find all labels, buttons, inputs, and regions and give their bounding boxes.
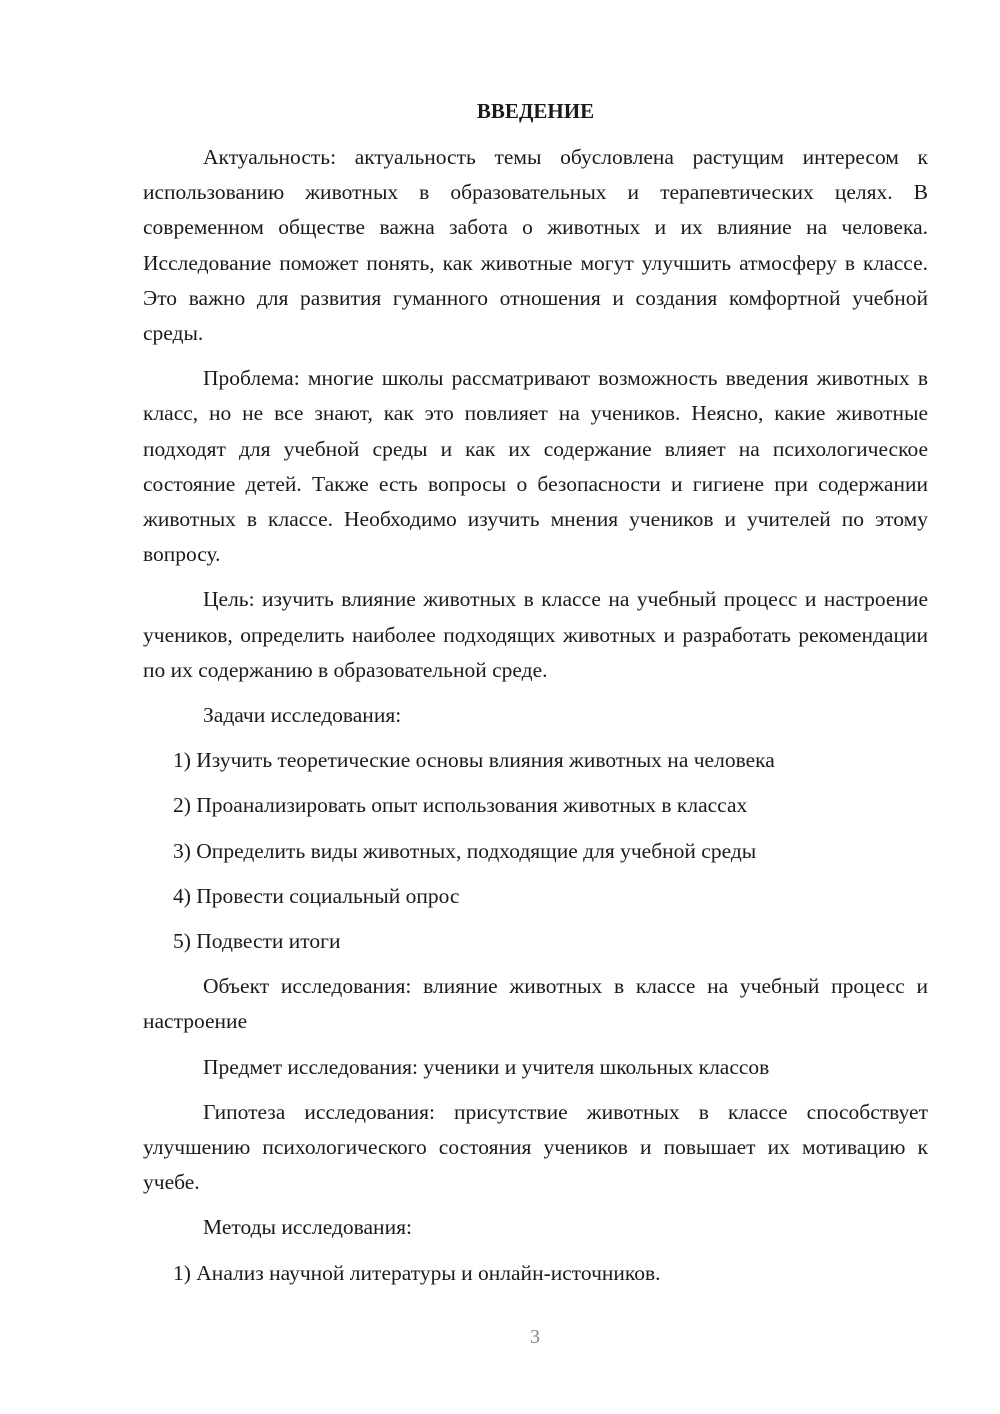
problem-paragraph: Проблема: многие школы рассматривают возможность введения животных в класс, но не все знают, как это повлияет на учеников. Неясно, какие животные подходят для учебной среды и как их содержание влияет на психологическое состояние детей. Также есть вопросы о безопасности и гигиене при содержании животных в классе. Необходимо изучить мнения учеников и учителей по этому вопросу. bbox=[143, 366, 928, 567]
task-item: 5) Подвести итоги bbox=[173, 929, 341, 954]
goal-paragraph: Цель: изучить влияние животных в классе на учебный процесс и настроение учеников, определить наиболее подходящих животных и разработать рекомендации по их содержанию в образовательной среде. bbox=[143, 587, 928, 682]
methods-heading: Методы исследования: bbox=[203, 1215, 412, 1240]
page-number: 3 bbox=[530, 1326, 540, 1348]
tasks-list bbox=[143, 743, 928, 959]
document-page bbox=[143, 92, 928, 1301]
task-item: 3) Определить виды животных, подходящие для учебной среды bbox=[173, 838, 757, 863]
methods-list bbox=[143, 1256, 928, 1291]
subject-paragraph: Предмет исследования: ученики и учителя школьных классов bbox=[203, 1054, 770, 1079]
tasks-heading: Задачи исследования: bbox=[203, 703, 402, 728]
task-item: 4) Провести социальный опрос bbox=[173, 883, 460, 908]
hypothesis-paragraph: Гипотеза исследования: присутствие животных в классе способствует улучшению психологического состояния учеников и повышает их мотивацию к учебе. bbox=[143, 1099, 928, 1195]
relevance-paragraph: Актуальность: актуальность темы обусловлена растущим интересом к использованию животных в образовательных и терапевтических целях. В современном обществе важна забота о животных и их влияние на человека. Исследование поможет понять, как животные могут улучшить атмосферу в классе. Это важно для развития гуманного отношения и создания комфортной учебной среды. bbox=[143, 145, 928, 346]
section-title: ВВЕДЕНИЕ bbox=[476, 99, 595, 123]
method-item: 1) Анализ научной литературы и онлайн-источников. bbox=[173, 1260, 661, 1285]
object-paragraph: Объект исследования: влияние животных в классе на учебный процесс и настроение bbox=[143, 974, 928, 1034]
task-item: 1) Изучить теоретические основы влияния животных на человека bbox=[173, 748, 775, 773]
task-item: 2) Проанализировать опыт использования животных в классах bbox=[173, 793, 748, 818]
